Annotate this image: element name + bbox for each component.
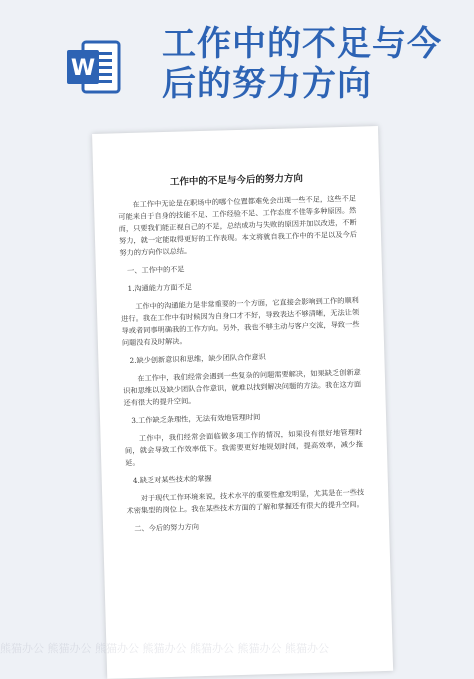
banner-title-line-1: 工作中的不足与今 xyxy=(162,24,442,64)
item-paragraph-4: 对于现代工作环境来说，技术水平的重要性愈发明显，尤其是在一些技术密集型的岗位上。我在某些技术方面的了解和掌握还有很大的提升空间。 xyxy=(126,487,365,516)
item-paragraph-2: 在工作中，我们经常会遇到一些复杂的问题需要解决，如果缺乏创新意识和思维以及缺少团队合作意识，就难以找到解决问题的方法。我在这方面还有很大的提升空间。 xyxy=(123,367,362,408)
word-icon-letter: W xyxy=(70,56,96,81)
banner xyxy=(0,0,474,120)
watermark: 熊猫办公 熊猫办公 熊猫办公 熊猫办公 熊猫办公 熊猫办公 熊猫办公 xyxy=(0,642,329,655)
item-heading-3: 3.工作缺乏条理性，无法有效地管理时间 xyxy=(131,412,261,426)
document-title: 工作中的不足与今后的努力方向 xyxy=(169,173,304,188)
banner-title xyxy=(162,24,462,104)
section-heading-2: 二、今后的努力方向 xyxy=(134,522,200,533)
word-document-icon xyxy=(65,38,123,96)
item-paragraph-3: 工作中，我们经常会面临做多项工作的情况，如果没有很好地管理时间，就会导致工作效率低下。我需要更好地规划时间，提高效率，减少拖延。 xyxy=(124,427,363,468)
item-heading-4: 4.缺乏对某些技术的掌握 xyxy=(132,473,212,485)
document-body xyxy=(118,193,365,542)
section-heading-1: 一、工作中的不足 xyxy=(126,264,185,276)
item-paragraph-1: 工作中的沟通能力是非常重要的一个方面，它直接会影响到工作的顺利进行。我在工作中有时候因为自身口才不好，导致表达不够清晰，无法让领导或者同事明确我的工作方向。另外，我也不够主动与客户交流，导致一些问题没有及时解决。 xyxy=(121,295,360,348)
banner-title-line-2: 后的努力方向 xyxy=(162,64,372,104)
item-heading-1: 1.沟通能力方面不足 xyxy=(127,282,193,294)
document-page xyxy=(92,126,393,679)
item-heading-2: 2.缺少创新意识和思维，缺少团队合作意识 xyxy=(129,352,266,366)
intro-paragraph: 在工作中无论是在职场中的哪个位置都难免会出现一些不足，这些不足可能来自于自身的技能不足、工作经验不足、工作态度不佳等多种原因。然而，只要我们能正视自己的不足，总结成功与失败的原因并加以改进，不断努力，就一定能取得更好的工作表现。本文将就自我工作中的不足以及今后努力的方向作以总结。 xyxy=(118,193,358,258)
